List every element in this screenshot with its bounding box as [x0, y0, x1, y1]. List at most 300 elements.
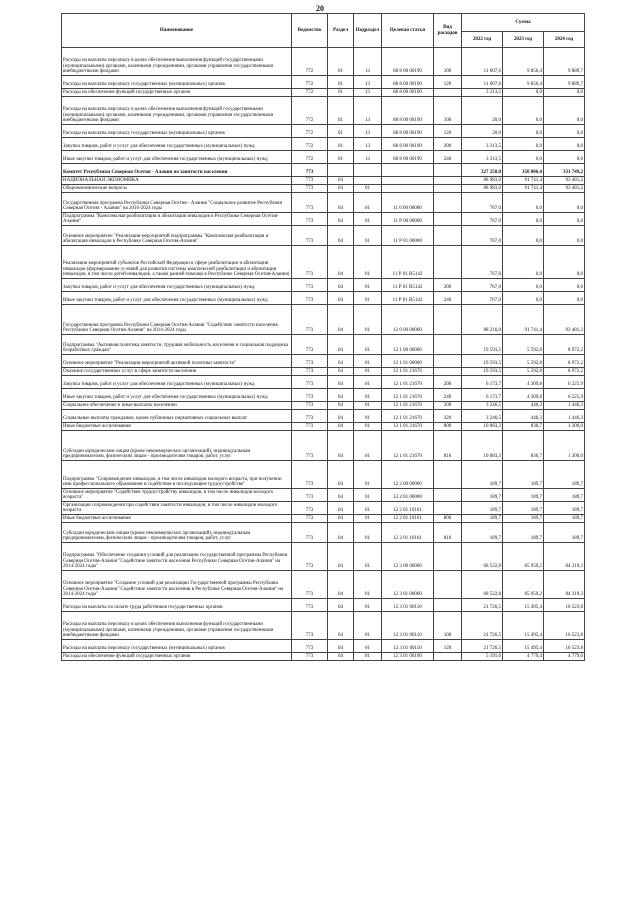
header-razdel: Раздел: [328, 14, 354, 48]
table-row: [62, 279, 585, 292]
cell-2024: 331 749,2: [544, 164, 585, 177]
cell-2022: 68 522,8: [462, 543, 503, 571]
cell-expense-type: [434, 89, 462, 97]
table-row: [62, 355, 585, 368]
cell-2023: 91 741,4: [503, 305, 544, 335]
cell-target-item: 12 1 01 21670: [382, 368, 434, 376]
cell-2022: 3 313,5: [462, 138, 503, 151]
cell-name: Субсидии юридическим лицам (кроме некоммерческих организаций), индивидуальным предпринимателям, физическим лицам - производителям товаров, работ, услуг: [62, 523, 292, 543]
cell-podrazdel: 01: [354, 292, 382, 305]
table-body: [62, 48, 585, 661]
cell-razdel: 04: [328, 523, 354, 543]
table-row: [62, 305, 585, 335]
cell-razdel: 04: [328, 193, 354, 213]
table-row: [62, 461, 585, 489]
cell-name: Расходы на выплаты персоналу государственных (муниципальных) органов: [62, 640, 292, 653]
cell-razdel: 04: [328, 489, 354, 502]
cell-2022: 327 250,0: [462, 164, 503, 177]
header-ved: Ведомство: [292, 14, 328, 48]
cell-name: Закупка товаров, работ и услуг для обеспечения государственных (муниципальных) нужд: [62, 279, 292, 292]
cell-ved: 773: [292, 335, 328, 355]
cell-podrazdel: 13: [354, 138, 382, 151]
cell-target-item: 88 8 00 00190: [382, 125, 434, 138]
cell-podrazdel: 01: [354, 612, 382, 640]
table-row: [62, 599, 585, 612]
cell-podrazdel: 01: [354, 279, 382, 292]
table-row: [62, 185, 585, 193]
cell-2023: 0,0: [503, 213, 544, 226]
cell-podrazdel: 13: [354, 76, 382, 89]
cell-name: Иные бюджетные ассигнования: [62, 515, 292, 523]
cell-2023: 836,7: [503, 423, 544, 431]
cell-name: Подпрограмма "Сопровождение инвалидов, в том числе инвалидов молодого возраста, при получении ими профессионального образования и содействия в последующем трудоустройстве": [62, 461, 292, 489]
cell-expense-type: 100: [434, 48, 462, 76]
cell-ved: 773: [292, 305, 328, 335]
cell-target-item: 12 1 01 21670: [382, 389, 434, 402]
cell-2024: 189,7: [544, 515, 585, 523]
cell-2022: 767,0: [462, 226, 503, 246]
cell-ved: 773: [292, 502, 328, 515]
cell-podrazdel: 01: [354, 502, 382, 515]
cell-2022: 767,0: [462, 292, 503, 305]
cell-2024: 0,0: [544, 213, 585, 226]
cell-2024: 0,0: [544, 89, 585, 97]
cell-2023: 0,0: [503, 279, 544, 292]
cell-2023: 4 309,8: [503, 376, 544, 389]
cell-target-item: [382, 185, 434, 193]
cell-ved: 773: [292, 368, 328, 376]
cell-2022: 189,7: [462, 489, 503, 502]
cell-2023: 446,3: [503, 402, 544, 410]
cell-2023: 91 741,4: [503, 185, 544, 193]
cell-target-item: 12 2 01 10161: [382, 502, 434, 515]
cell-podrazdel: 01: [354, 461, 382, 489]
cell-target-item: 12 1 01 00000: [382, 355, 434, 368]
cell-razdel: 04: [328, 543, 354, 571]
cell-2022: 5 191,6: [462, 653, 503, 661]
cell-razdel: 04: [328, 640, 354, 653]
cell-2024: 0,0: [544, 246, 585, 279]
cell-razdel: 01: [328, 138, 354, 151]
cell-target-item: 88 8 00 00190: [382, 97, 434, 125]
cell-target-item: 11 0 00 00000: [382, 193, 434, 213]
table-row: [62, 410, 585, 423]
cell-2024: 6 225,9: [544, 389, 585, 402]
table-row: [62, 376, 585, 389]
cell-ved: 773: [292, 177, 328, 185]
cell-name: Основное мероприятие "Создание условий для реализации Государственной программы Республики Северная Осетия-Алания "Содействие занятости населения в Республике Северная Осетия-Алания" на 2014-2024 годы": [62, 571, 292, 599]
cell-ved: 773: [292, 599, 328, 612]
table-row: [62, 213, 585, 226]
cell-name: Расходы на обеспечение функций государственных органов: [62, 89, 292, 97]
cell-2024: 189,7: [544, 523, 585, 543]
cell-2023: 0,0: [503, 97, 544, 125]
cell-target-item: 11 Р 01 00000: [382, 226, 434, 246]
cell-ved: 772: [292, 125, 328, 138]
cell-target-item: 12 3 00 00000: [382, 543, 434, 571]
cell-expense-type: [434, 599, 462, 612]
cell-podrazdel: 01: [354, 410, 382, 423]
cell-2022: 3 246,5: [462, 402, 503, 410]
cell-ved: 773: [292, 523, 328, 543]
cell-2022: 767,0: [462, 279, 503, 292]
cell-ved: 773: [292, 571, 328, 599]
table-row: [62, 138, 585, 151]
cell-2022: 19 593,5: [462, 335, 503, 355]
cell-name: Основное мероприятие "Реализация мероприятий подпрограммы "Комплексная реабилитация и абилитация инвалидов в Республике Северная Осетия-Алания": [62, 226, 292, 246]
cell-expense-type: 800: [434, 515, 462, 523]
cell-2024: 6 225,9: [544, 376, 585, 389]
cell-podrazdel: 01: [354, 185, 382, 193]
table-row: [62, 515, 585, 523]
cell-expense-type: [434, 164, 462, 177]
cell-2024: 9 889,7: [544, 48, 585, 76]
cell-podrazdel: 01: [354, 368, 382, 376]
cell-name: Субсидии юридическим лицам (кроме некоммерческих организаций), индивидуальным предпринимателям, физическим лицам - производителям товаров, работ, услуг: [62, 431, 292, 461]
cell-2022: 11 607,6: [462, 48, 503, 76]
cell-2023: 0,0: [503, 246, 544, 279]
cell-2024: 93 481,2: [544, 185, 585, 193]
table-row: [62, 164, 585, 177]
table-row: [62, 76, 585, 89]
table-row: [62, 543, 585, 571]
cell-razdel: 01: [328, 125, 354, 138]
cell-2022: 88 983,0: [462, 185, 503, 193]
cell-target-item: 12 2 00 00000: [382, 461, 434, 489]
cell-target-item: 88 8 00 00190: [382, 138, 434, 151]
cell-razdel: 04: [328, 246, 354, 279]
cell-2024: 8 972,2: [544, 368, 585, 376]
cell-2023: 9 856,4: [503, 76, 544, 89]
cell-target-item: 11 Р 01 R5142: [382, 292, 434, 305]
cell-name: Общеэкономические вопросы: [62, 185, 292, 193]
cell-2024: 0,0: [544, 193, 585, 213]
cell-name: Социальные выплаты гражданам, кроме публичных нормативных социальных выплат: [62, 410, 292, 423]
table-row: [62, 612, 585, 640]
cell-2024: 1 300,0: [544, 423, 585, 431]
cell-podrazdel: 13: [354, 151, 382, 164]
cell-target-item: 12 1 01 21670: [382, 402, 434, 410]
header-2023: 2023 год: [503, 32, 544, 48]
cell-ved: 773: [292, 193, 328, 213]
cell-2022: 21 726,5: [462, 612, 503, 640]
cell-2023: 0,0: [503, 151, 544, 164]
cell-expense-type: 240: [434, 151, 462, 164]
cell-ved: 773: [292, 389, 328, 402]
cell-2024: 0,0: [544, 226, 585, 246]
cell-name: Расходы на выплаты персоналу в целях обеспечения выполнения функций государственными (муниципальными) органами, казенными учреждениями, органами управления государственными внебюджетными фондами: [62, 612, 292, 640]
cell-2023: 85 959,2: [503, 571, 544, 599]
cell-expense-type: [434, 543, 462, 571]
cell-2023: 5 592,8: [503, 335, 544, 355]
cell-razdel: 04: [328, 461, 354, 489]
cell-target-item: 12 3 01 00000: [382, 571, 434, 599]
cell-razdel: 04: [328, 653, 354, 661]
cell-target-item: 12 2 01 00000: [382, 489, 434, 502]
cell-expense-type: [434, 653, 462, 661]
cell-podrazdel: 01: [354, 640, 382, 653]
cell-name: Расходы на обеспечение функций государственных органов: [62, 653, 292, 661]
cell-expense-type: 240: [434, 292, 462, 305]
cell-expense-type: 810: [434, 523, 462, 543]
cell-target-item: 11 Р 00 00000: [382, 213, 434, 226]
cell-razdel: 04: [328, 410, 354, 423]
cell-name: Социальное обеспечение и иные выплаты населению: [62, 402, 292, 410]
cell-podrazdel: 13: [354, 89, 382, 97]
cell-2023: 836,7: [503, 431, 544, 461]
cell-2022: 21 726,5: [462, 599, 503, 612]
header-target-item: Целевая статья: [382, 14, 434, 48]
cell-razdel: 04: [328, 423, 354, 431]
cell-2022: 189,7: [462, 523, 503, 543]
cell-target-item: 12 1 01 21670: [382, 410, 434, 423]
cell-podrazdel: 01: [354, 355, 382, 368]
cell-name: Расходы на выплаты персоналу в целях обеспечения выполнения функций государственными (муниципальными) органами, казенными учреждениями, органами управления государственными внебюджетными фондами: [62, 48, 292, 76]
cell-podrazdel: 01: [354, 193, 382, 213]
cell-expense-type: 120: [434, 640, 462, 653]
cell-2022: 21 726,5: [462, 640, 503, 653]
table-row: [62, 125, 585, 138]
cell-2022: 10 083,3: [462, 423, 503, 431]
cell-ved: 773: [292, 164, 328, 177]
cell-name: Организация сопровождения при содействии занятости инвалидов, в том числе инвалидов молодого возраста: [62, 502, 292, 515]
cell-razdel: 04: [328, 402, 354, 410]
cell-2023: 85 959,2: [503, 543, 544, 571]
cell-2023: 189,7: [503, 502, 544, 515]
cell-2023: 15 495,4: [503, 640, 544, 653]
cell-podrazdel: 01: [354, 423, 382, 431]
cell-ved: 773: [292, 653, 328, 661]
table-row: [62, 389, 585, 402]
cell-razdel: 04: [328, 335, 354, 355]
cell-expense-type: [434, 185, 462, 193]
cell-expense-type: 200: [434, 279, 462, 292]
cell-2024: 0,0: [544, 138, 585, 151]
cell-expense-type: [434, 246, 462, 279]
cell-expense-type: [434, 502, 462, 515]
table-row: [62, 423, 585, 431]
cell-2024: 1 446,3: [544, 410, 585, 423]
table-row: [62, 151, 585, 164]
cell-2024: 8 972,2: [544, 355, 585, 368]
header-2024: 2024 год: [544, 32, 585, 48]
cell-razdel: 04: [328, 185, 354, 193]
cell-podrazdel: 01: [354, 213, 382, 226]
cell-podrazdel: 01: [354, 246, 382, 279]
cell-expense-type: 240: [434, 389, 462, 402]
cell-2023: 189,7: [503, 461, 544, 489]
table-row: [62, 523, 585, 543]
cell-target-item: 88 8 00 00190: [382, 48, 434, 76]
cell-ved: 773: [292, 515, 328, 523]
header-expense-type: Вид расходов: [434, 14, 462, 48]
cell-podrazdel: 01: [354, 402, 382, 410]
cell-target-item: 12 1 01 21670: [382, 423, 434, 431]
cell-2022: 6 173,7: [462, 389, 503, 402]
cell-podrazdel: 01: [354, 389, 382, 402]
cell-razdel: 04: [328, 389, 354, 402]
cell-2023: 446,3: [503, 410, 544, 423]
cell-ved: 772: [292, 138, 328, 151]
cell-podrazdel: 01: [354, 335, 382, 355]
cell-ved: 773: [292, 461, 328, 489]
cell-ved: 773: [292, 213, 328, 226]
cell-ved: 773: [292, 226, 328, 246]
cell-name: Расходы на выплаты персоналу государственных (муниципальных) органов: [62, 125, 292, 138]
cell-2024: 1 300,0: [544, 431, 585, 461]
cell-2022: 20,0: [462, 125, 503, 138]
cell-2023: 0,0: [503, 292, 544, 305]
table-row: [62, 571, 585, 599]
cell-razdel: 04: [328, 279, 354, 292]
cell-2022: 767,0: [462, 246, 503, 279]
cell-expense-type: 200: [434, 138, 462, 151]
cell-name: Государственная программа Республики Северная Осетия-Алания "Содействие занятости населения Республики Северная Осетия-Алания" на 2014-2024 годы: [62, 305, 292, 335]
cell-podrazdel: 01: [354, 653, 382, 661]
cell-2022: 88 983,0: [462, 177, 503, 185]
cell-podrazdel: 01: [354, 515, 382, 523]
cell-target-item: 12 2 01 10161: [382, 515, 434, 523]
cell-ved: 773: [292, 185, 328, 193]
cell-name: Оказание государственных услуг в сфере занятости населения: [62, 368, 292, 376]
cell-razdel: 04: [328, 355, 354, 368]
cell-razdel: 04: [328, 292, 354, 305]
cell-expense-type: [434, 193, 462, 213]
cell-2022: 11 607,6: [462, 76, 503, 89]
header-podrazdel: Подраздел: [354, 14, 382, 48]
table-row: [62, 640, 585, 653]
cell-2024: 84 319,3: [544, 543, 585, 571]
cell-2024: 16 523,8: [544, 599, 585, 612]
cell-2023: 15 495,4: [503, 612, 544, 640]
table-row: [62, 502, 585, 515]
cell-expense-type: 320: [434, 410, 462, 423]
cell-podrazdel: 01: [354, 376, 382, 389]
cell-ved: 773: [292, 423, 328, 431]
cell-expense-type: 810: [434, 431, 462, 461]
cell-razdel: 01: [328, 151, 354, 164]
cell-2022: 767,0: [462, 213, 503, 226]
cell-razdel: 01: [328, 89, 354, 97]
cell-2022: 20,0: [462, 97, 503, 125]
cell-2023: 5 592,8: [503, 355, 544, 368]
header-name: Наименование: [62, 14, 292, 48]
cell-razdel: 04: [328, 571, 354, 599]
cell-target-item: 88 8 00 00190: [382, 151, 434, 164]
cell-2024: 16 523,8: [544, 640, 585, 653]
cell-target-item: 12 3 01 00110: [382, 599, 434, 612]
cell-name: НАЦИОНАЛЬНАЯ ЭКОНОМИКА: [62, 177, 292, 185]
cell-ved: 773: [292, 355, 328, 368]
cell-ved: 773: [292, 292, 328, 305]
cell-razdel: 04: [328, 515, 354, 523]
cell-expense-type: 200: [434, 376, 462, 389]
cell-2022: 3 313,5: [462, 89, 503, 97]
cell-ved: 773: [292, 246, 328, 279]
cell-2024: 0,0: [544, 97, 585, 125]
cell-podrazdel: 01: [354, 431, 382, 461]
cell-2023: 189,7: [503, 515, 544, 523]
table-row: [62, 226, 585, 246]
cell-name: Основное мероприятие "Реализация мероприятий активной политики занятости": [62, 355, 292, 368]
table-row: [62, 48, 585, 76]
cell-podrazdel: 01: [354, 543, 382, 571]
cell-ved: 773: [292, 402, 328, 410]
cell-expense-type: [434, 368, 462, 376]
cell-2024: 0,0: [544, 292, 585, 305]
cell-2024: 8 972,2: [544, 335, 585, 355]
cell-podrazdel: 01: [354, 571, 382, 599]
cell-2024: 189,7: [544, 461, 585, 489]
cell-expense-type: [434, 177, 462, 185]
table-row: [62, 97, 585, 125]
cell-expense-type: 800: [434, 423, 462, 431]
table-row: [62, 653, 585, 661]
header-2022: 2022 год: [462, 32, 503, 48]
cell-name: Иные бюджетные ассигнования: [62, 423, 292, 431]
cell-name: Подпрограмма "Обеспечение создания условий для реализации государственной программы Республики Северная Осетия-Алания "Содействие занятости населения Республики Северная Осетия-Алания" на 2014-2024 годы": [62, 543, 292, 571]
cell-podrazdel: 01: [354, 226, 382, 246]
cell-target-item: 12 3 01 00190: [382, 653, 434, 661]
cell-podrazdel: 01: [354, 523, 382, 543]
table-row: [62, 489, 585, 502]
cell-2022: 19 593,5: [462, 368, 503, 376]
cell-ved: 773: [292, 640, 328, 653]
cell-2023: 189,7: [503, 489, 544, 502]
cell-name: Расходы на выплаты персоналу государственных (муниципальных) органов: [62, 76, 292, 89]
cell-2024: 0,0: [544, 125, 585, 138]
cell-2024: 189,7: [544, 489, 585, 502]
cell-expense-type: 100: [434, 97, 462, 125]
table-row: [62, 177, 585, 185]
cell-2023: 0,0: [503, 89, 544, 97]
cell-2023: 0,0: [503, 226, 544, 246]
cell-expense-type: 120: [434, 125, 462, 138]
cell-expense-type: [434, 335, 462, 355]
cell-2023: 189,7: [503, 523, 544, 543]
cell-ved: 772: [292, 76, 328, 89]
table-row: [62, 402, 585, 410]
cell-razdel: 04: [328, 305, 354, 335]
cell-ved: 772: [292, 89, 328, 97]
cell-target-item: 11 Р 01 R5142: [382, 279, 434, 292]
cell-razdel: 04: [328, 376, 354, 389]
cell-razdel: 04: [328, 502, 354, 515]
cell-name: Закупка товаров, работ и услуг для обеспечения государственных (муниципальных) нужд: [62, 376, 292, 389]
cell-2022: 19 593,5: [462, 355, 503, 368]
cell-podrazdel: 01: [354, 305, 382, 335]
cell-podrazdel: 13: [354, 125, 382, 138]
cell-razdel: 04: [328, 431, 354, 461]
cell-2023: 91 741,4: [503, 177, 544, 185]
table-row: [62, 292, 585, 305]
cell-2023: 0,0: [503, 125, 544, 138]
cell-expense-type: 100: [434, 612, 462, 640]
cell-2023: 350 006,4: [503, 164, 544, 177]
header-sum: Сумма: [462, 14, 585, 32]
cell-2024: 93 481,2: [544, 177, 585, 185]
cell-target-item: 12 1 01 21670: [382, 376, 434, 389]
page-number: 20: [316, 4, 324, 13]
cell-target-item: 88 8 00 00190: [382, 76, 434, 89]
cell-2024: 93 481,2: [544, 305, 585, 335]
cell-name: Расходы на выплаты персоналу в целях обеспечения выполнения функций государственными (муниципальными) органами, казенными учреждениями, органами управления государственными внебюджетными фондами: [62, 97, 292, 125]
cell-podrazdel: [354, 164, 382, 177]
cell-expense-type: [434, 226, 462, 246]
table-row: [62, 193, 585, 213]
cell-razdel: 01: [328, 97, 354, 125]
cell-name: Подпрограмма "Активная политика занятости, трудовая мобильность населения и социальная поддержка безработных граждан": [62, 335, 292, 355]
